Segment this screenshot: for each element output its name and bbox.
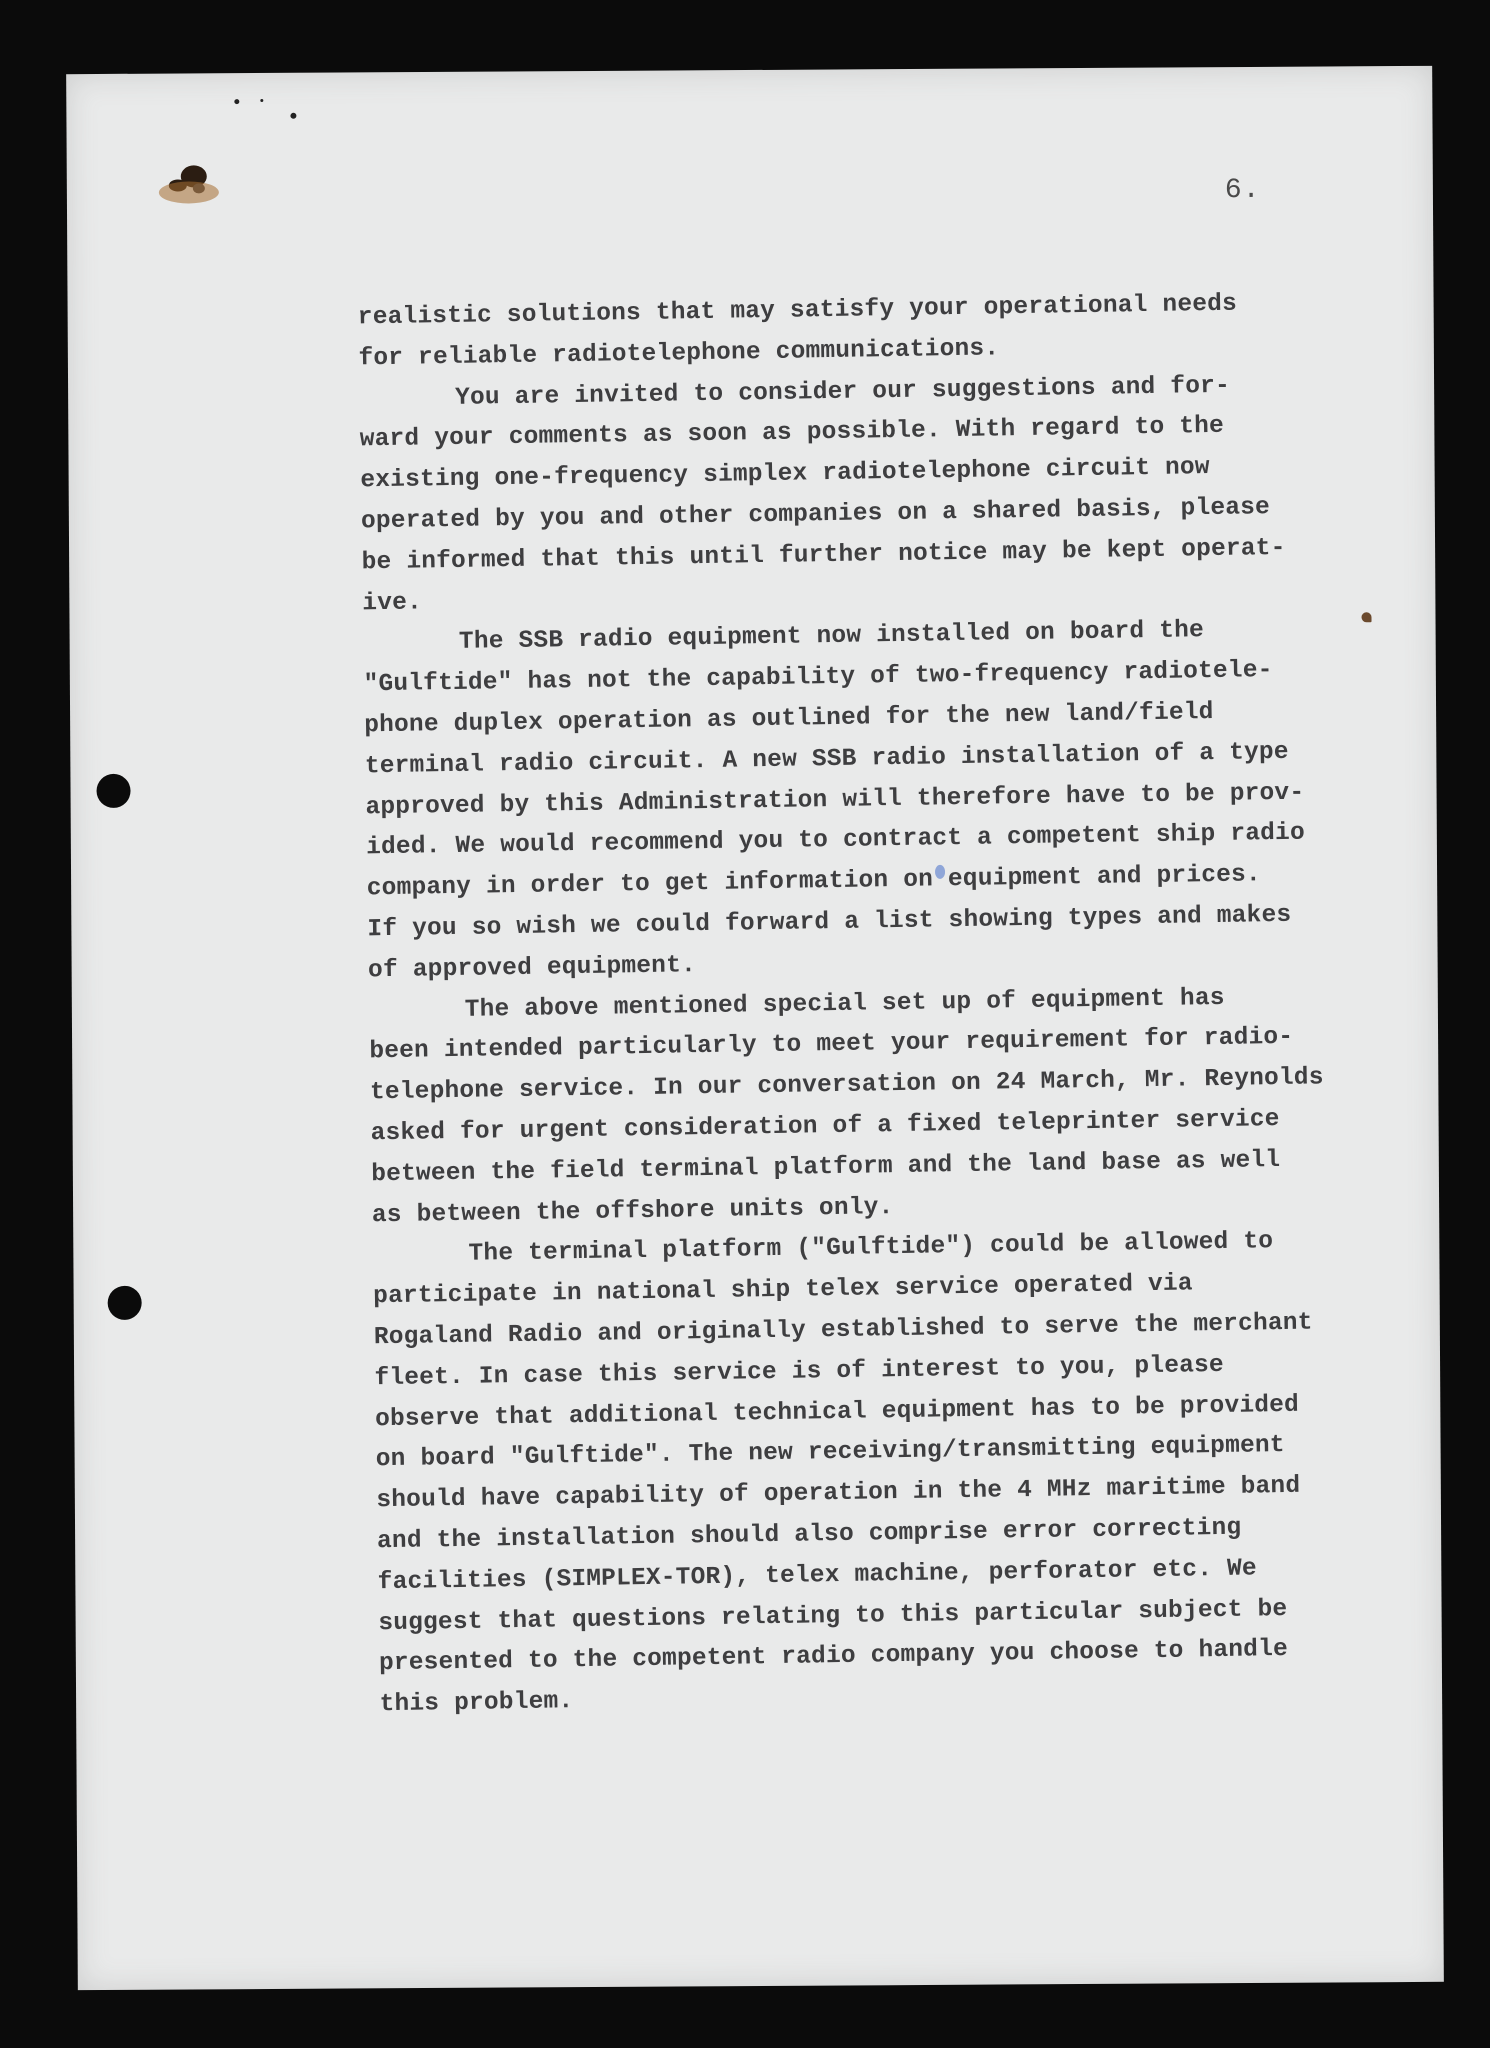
text-line: realistic solutions that may satisfy your operational needs	[357, 290, 1238, 332]
text-line: ive.	[362, 589, 423, 617]
text-line: The above mentioned special set up of equipment has	[464, 984, 1225, 1024]
text-line: of approved equipment.	[367, 951, 697, 985]
ink-speck	[260, 99, 263, 102]
ink-speck	[290, 113, 296, 119]
paper-mark	[1361, 612, 1371, 622]
text-line: been intended particularly to meet your requirement for radio-	[369, 1024, 1294, 1066]
page-number: 6.	[1224, 174, 1261, 207]
text-line: The SSB radio equipment now installed on board the	[458, 617, 1205, 657]
text-line: The terminal platform ("Gulftide") could be allowed to	[468, 1228, 1274, 1269]
text-line: terminal radio circuit. A new SSB radio installation of a type	[364, 738, 1289, 781]
text-line: and the installation should also comprise error correcting	[376, 1514, 1242, 1556]
text-line: existing one-frequency simplex radiotelephone circuit now	[360, 454, 1210, 495]
document-page	[66, 66, 1444, 1990]
text-line: observe that additional technical equipment has to be provided	[374, 1391, 1300, 1433]
text-line: "Gulftide" has not the capability of two-frequency radiotele-	[363, 657, 1273, 699]
letter-body	[358, 283, 1380, 1726]
text-line: be informed that this until further notice may be kept operat-	[361, 534, 1286, 577]
text-line: company in order to get information on equipment and prices.	[366, 861, 1262, 903]
text-line: this problem.	[379, 1688, 574, 1719]
text-line: telephone service. In our conversation on 24 March, Mr. Reynolds	[369, 1064, 1324, 1107]
text-line: should have capability of operation in the 4 MHz maritime band	[376, 1472, 1301, 1515]
text-line: suggest that questions relating to this particular subject be	[378, 1595, 1288, 1637]
text-line: as between the offshore units only.	[371, 1193, 894, 1229]
punch-hole-top	[96, 774, 130, 808]
rust-stain	[159, 165, 229, 205]
text-line: ided. We would recommend you to contract a competent ship radio	[365, 819, 1306, 862]
punch-hole-bottom	[108, 1286, 142, 1320]
text-line: on board "Gulftide". The new receiving/transmitting equipment	[375, 1432, 1285, 1474]
text-line: ward your comments as soon as possible. With regard to the	[359, 413, 1225, 454]
text-line: asked for urgent consideration of a fixed teleprinter service	[370, 1105, 1280, 1148]
ink-speck	[234, 99, 239, 104]
text-line: fleet. In case this service is of interest to you, please	[374, 1351, 1225, 1392]
text-line: You are invited to consider our suggestions and for-	[454, 372, 1231, 412]
text-line: If you so wish we could forward a list showing types and makes	[367, 901, 1292, 944]
text-line: facilities (SIMPLEX-TOR), telex machine, perforator etc. We	[377, 1555, 1258, 1596]
text-line: Rogaland Radio and originally established to serve the merchant	[373, 1309, 1313, 1352]
text-line: between the field terminal platform and the land base as well	[371, 1146, 1281, 1189]
text-line: presented to the competent radio company you choose to handle	[378, 1636, 1289, 1678]
text-line: phone duplex operation as outlined for the new land/field	[364, 698, 1214, 740]
text-line: participate in national ship telex service operated via	[373, 1270, 1193, 1311]
text-line: for reliable radiotelephone communications.	[358, 335, 1000, 373]
text-line: operated by you and other companies on a shared basis, please	[360, 494, 1271, 536]
text-line: approved by this Administration will therefore have to be prov-	[365, 779, 1305, 821]
